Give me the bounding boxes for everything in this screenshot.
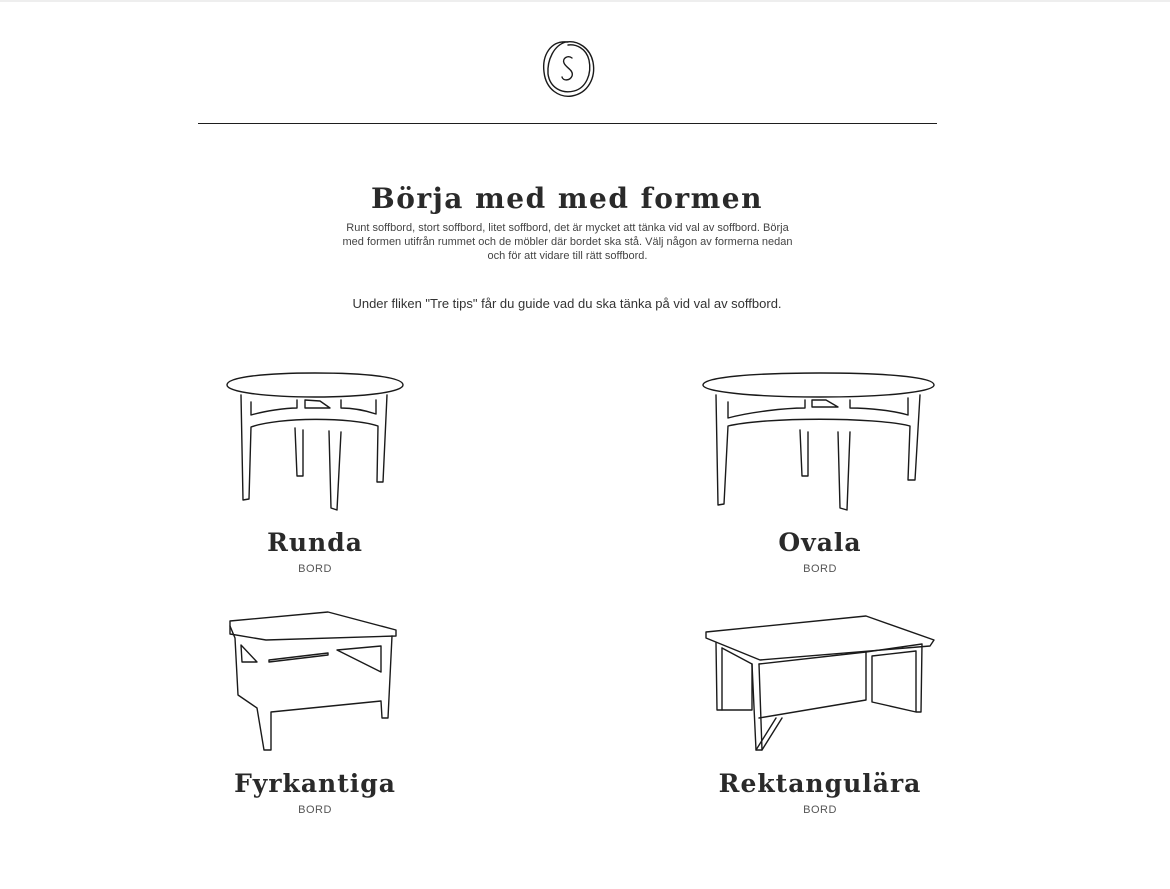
- intro-text: Runt soffbord, stort soffbord, litet soffbord, det är mycket att tänka vid val av soffbord. Börja med formen utifrån rummet och de möbler där bordet ska stå. Välj någon av formerna nedan och för att vidare till rätt soffbord.: [342, 222, 793, 262]
- tips-text: Under fliken "Tre tips" får du guide vad du ska tänka på vid val av soffbord.: [352, 296, 782, 311]
- shape-title[interactable]: Rektangulära: [718, 769, 922, 798]
- shape-card-oval[interactable]: [690, 360, 950, 600]
- shape-subtitle: BORD: [298, 804, 332, 816]
- shape-subtitle: BORD: [803, 563, 837, 575]
- shape-card-round[interactable]: [185, 360, 445, 600]
- s-monogram-logo-icon[interactable]: [538, 36, 598, 102]
- shape-subtitle: BORD: [803, 804, 837, 816]
- round-table-icon: [185, 360, 445, 520]
- shape-card-rectangular[interactable]: [690, 600, 950, 840]
- shape-title[interactable]: Runda: [267, 528, 363, 557]
- rectangular-table-icon: [690, 600, 950, 760]
- top-edge: [0, 0, 1170, 2]
- shape-card-square[interactable]: [185, 600, 445, 840]
- shape-title[interactable]: Ovala: [778, 528, 862, 557]
- oval-table-icon: [690, 360, 950, 520]
- square-table-icon: [185, 600, 445, 760]
- shape-subtitle: BORD: [298, 563, 332, 575]
- shape-title[interactable]: Fyrkantiga: [234, 769, 396, 798]
- page-heading: Börja med med formen: [371, 182, 763, 215]
- header-divider: [198, 123, 937, 124]
